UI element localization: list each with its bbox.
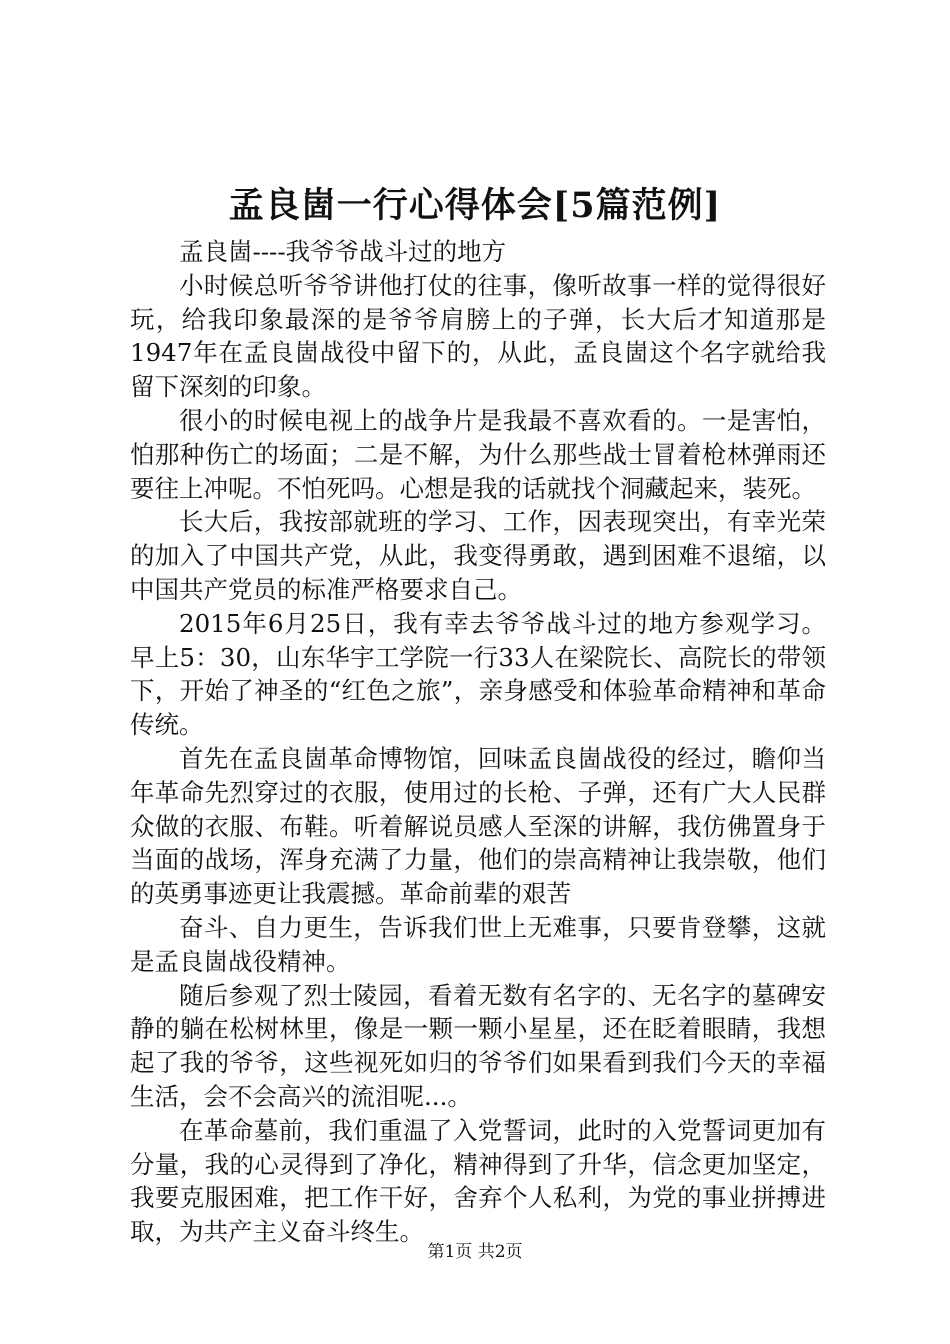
paragraph: 小时候总听爷爷讲他打仗的往事，像听故事一样的觉得很好玩，给我印象最深的是爷爷肩膀上的子弹，长大后才知道那是1947年在孟良崮战役中留下的，从此，孟良崮这个名字就给我留下深刻的印象。 — [130, 270, 826, 402]
paragraph: 很小的时候电视上的战争片是我最不喜欢看的。一是害怕，怕那种伤亡的场面；二是不解，为什么那些战士冒着枪林弹雨还要往上冲呢。不怕死吗。心想是我的话就找个洞藏起来，装死。 — [130, 405, 826, 503]
paragraph: 奋斗、自力更生，告诉我们世上无难事，只要肯登攀，这就是孟良崮战役精神。 — [130, 912, 826, 976]
paragraph: 2015年6月25日，我有幸去爷爷战斗过的地方参观学习。早上5：30，山东华宇工学院一行33人在梁院长、高院长的带领下，开始了神圣的“红色之旅”，亲身感受和体验革命精神和革命传统。 — [130, 608, 826, 740]
paragraph: 长大后，我按部就班的学习、工作，因表现突出，有幸光荣的加入了中国共产党，从此，我变得勇敢，遇到困难不退缩，以中国共产党员的标准严格要求自己。 — [130, 507, 826, 604]
document-body — [130, 235, 826, 1249]
paragraph-subtitle: 孟良崮----我爷爷战斗过的地方 — [179, 237, 507, 266]
paragraph: 随后参观了烈士陵园，看着无数有名字的、无名字的墓碑安静的躺在松树林里，像是一颗一颗小星星，还在眨着眼睛，我想起了我的爷爷，这些视死如归的爷爷们如果看到我们今天的幸福生活，会不会高兴的流泪呢...。 — [130, 980, 826, 1111]
paragraph: 首先在孟良崮革命博物馆，回味孟良崮战役的经过，瞻仰当年革命先烈穿过的衣服，使用过的长枪、子弹，还有广大人民群众做的衣服、布鞋。听着解说员感人至深的讲解，我仿佛置身于当面的战场，浑身充满了力量，他们的崇高精神让我崇敬，他们的英勇事迹更让我震撼。革命前辈的艰苦 — [130, 743, 826, 909]
paragraph: 在革命墓前，我们重温了入党誓词，此时的入党誓词更加有分量，我的心灵得到了净化，精神得到了升华，信念更加坚定，我要克服困难，把工作干好，舍弃个人私利，为党的事业拼搏进取，为共产主义奋斗终生。 — [130, 1115, 826, 1247]
page-number-footer: 第1页 共2页 — [427, 1242, 523, 1262]
document-title: 孟良崮一行心得体会[5篇范例] — [228, 185, 722, 226]
